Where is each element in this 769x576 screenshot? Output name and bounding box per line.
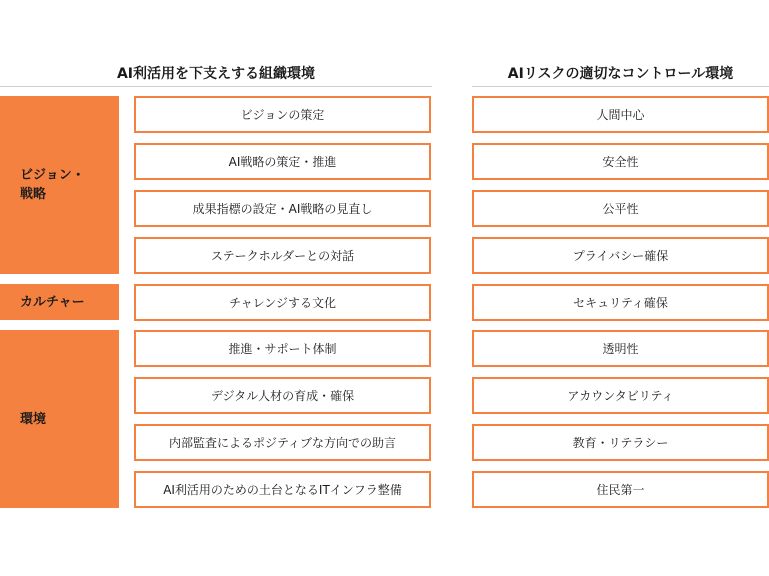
left-heading-divider xyxy=(0,86,432,87)
org-item-box: チャレンジする文化 xyxy=(134,284,431,321)
category-label-line: ビジョン・ xyxy=(20,168,85,183)
org-item-box: デジタル人材の育成・確保 xyxy=(134,377,431,414)
category-label-line: 環境 xyxy=(20,411,47,427)
org-item-box: 推進・サポート体制 xyxy=(134,330,431,367)
risk-item-box: セキュリティ確保 xyxy=(472,284,769,321)
risk-item-box: 透明性 xyxy=(472,330,769,367)
risk-item-box: 教育・リテラシー xyxy=(472,424,769,461)
right-heading-divider xyxy=(472,86,769,87)
risk-item-box: 住民第一 xyxy=(472,471,769,508)
org-item-box: AI利活用のための土台となるITインフラ整備 xyxy=(134,471,431,508)
org-item-box: ステークホルダーとの対話 xyxy=(134,237,431,274)
category-culture xyxy=(0,284,119,320)
risk-item-box: 人間中心 xyxy=(472,96,769,133)
risk-item-box: 公平性 xyxy=(472,190,769,227)
org-item-box: 内部監査によるポジティブな方向での助言 xyxy=(134,424,431,461)
category-label-line: カルチャー xyxy=(20,294,85,310)
category-environment xyxy=(0,330,119,508)
org-item-box: 成果指標の設定・AI戦略の見直し xyxy=(134,190,431,227)
category-vision-strategy xyxy=(0,96,119,274)
risk-item-box: プライバシー確保 xyxy=(472,237,769,274)
category-label-line: 戦略 xyxy=(20,187,47,202)
right-column-heading: AIリスクの適切なコントロール環境 xyxy=(507,66,734,82)
risk-item-box: アカウンタビリティ xyxy=(472,377,769,414)
risk-item-box: 安全性 xyxy=(472,143,769,180)
org-item-box: ビジョンの策定 xyxy=(134,96,431,133)
left-column-heading: AI利活用を下支えする組織環境 xyxy=(116,66,316,82)
org-item-box: AI戦略の策定・推進 xyxy=(134,143,431,180)
